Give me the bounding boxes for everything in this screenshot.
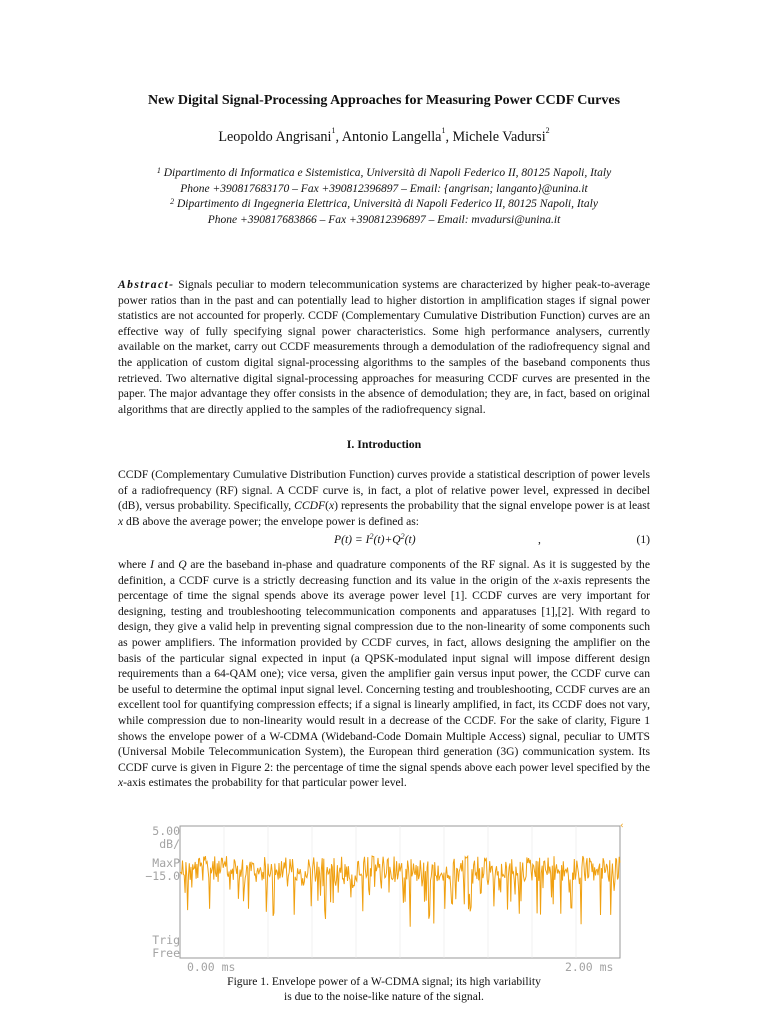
- affiliation-marker: 1: [331, 126, 336, 135]
- affiliation-1-line-2: Phone +390817683170 – Fax +390812396897 – Email: {angrisan; langanto}@unina.it: [180, 182, 588, 195]
- trigger-value: Free: [152, 946, 180, 960]
- reference-name: MaxP: [152, 856, 180, 870]
- caption-line-1: Figure 1. Envelope power of a W-CDMA signal; its high variability: [227, 975, 541, 988]
- equation-exponent: 2: [369, 532, 374, 541]
- marker-icon: ‹: [620, 821, 624, 831]
- affiliation-1-line-1: [0, 166, 768, 182]
- section-heading: I. Introduction: [346, 437, 422, 451]
- abstract-label: Abstract-: [118, 278, 175, 291]
- text-span: CCDF (Complementary Cumulative Distribution Function) curves provide a statistical description of power levels of a radiofrequency (RF) signal. A CCDF curve is, in fact, a plot of relative power level, expressed in decibel (dB), versus probability. Specifically,: [118, 468, 650, 513]
- affiliation-number: 1: [156, 166, 161, 175]
- affiliations: [0, 166, 768, 228]
- equation-rhs: (t): [404, 533, 416, 546]
- intro-paragraph-1: CCDF (Complementary Cumulative Distribution Function) curves provide a statistical description of power levels of a radiofrequency (RF) signal. A CCDF curve is, in fact, a plot of relative power level, expressed in decibel (dB), versus probability. Specifically, CCDF(x) represents the probability that the signal envelope power is at least x dB above the average power; the envelope power is defined as:: [118, 468, 650, 528]
- author-name: Antonio Langella: [341, 129, 442, 145]
- x-variable: x: [553, 573, 559, 587]
- ccdf-argument: x: [328, 499, 335, 513]
- author-list: Leopoldo Angrisani$^1$, Antonio Langella$^1$, Michele Vadursi$^2$: [218, 126, 550, 145]
- paper-title: New Digital Signal-Processing Approaches for Measuring Power CCDF Curves: [147, 93, 621, 108]
- x-variable: x: [118, 514, 124, 528]
- affiliation-marker: 2: [545, 126, 550, 135]
- trigger-name: Trig: [152, 933, 180, 947]
- text-span: represents the probability that the signal envelope power is at least: [337, 499, 650, 513]
- x-axis-end-label: 2.00 ms: [565, 960, 614, 974]
- reference-value: −15.0: [145, 869, 180, 883]
- figure-caption: [0, 974, 768, 1004]
- affiliation-text: Dipartimento di Ingegneria Elettrica, Università di Napoli Federico II, 80125 Napoli, Italy: [176, 198, 598, 210]
- equation-exponent: 2: [400, 532, 405, 541]
- affiliation-number: 2: [170, 197, 175, 206]
- equation-1: [118, 533, 650, 551]
- equation-middle: (t)+Q: [373, 533, 401, 546]
- text-span: and: [153, 558, 179, 571]
- text-span: -axis estimates the probability for that particular power level.: [123, 776, 407, 790]
- q-variable: Q: [178, 558, 187, 571]
- abstract-paragraph: [118, 277, 650, 417]
- equation-formula: [334, 533, 416, 546]
- text-span: where: [118, 558, 151, 571]
- abstract-text: Signals peculiar to modern telecommunication systems are characterized by higher peak-to-average power ratios than in the past and can potentially lead to higher distortion in amplification stages if signal power statistics are not accounted for properly. CCDF (Complementary Cumulative Distribution Function) curves are an effective way of fully specifying signal power characteristics. Some high performance analysers, currently available on the market, carry out CCDF measurements through a demodulation of the radiofrequency signal and the application of custom digital signal-processing algorithms to the samples of the baseband components thus retrieved. Two alternative digital signal-processing approaches for measuring CCDF curves are presented in the paper. The major advantage they offer consists in the absence of demodulation; they are, in fact, based on original algorithms that are directly applied to the samples of the radiofrequency signal.: [118, 278, 650, 416]
- affiliation-marker: 1: [441, 126, 446, 135]
- equation-lhs: P(t) = I: [334, 533, 370, 546]
- x-variable: x: [118, 776, 124, 790]
- affiliation-2-line-2: Phone +390817683866 – Fax +390812396897 – Email: mvadursi@unina.it: [207, 213, 561, 226]
- author-name: Leopoldo Angrisani: [218, 129, 332, 145]
- equation-number: (1): [636, 533, 650, 546]
- figure-1: [130, 816, 630, 976]
- ccdf-symbol: CCDF: [294, 499, 326, 513]
- i-variable: I: [150, 558, 154, 571]
- affiliation-2-line-1: [0, 197, 768, 213]
- text-span: are the baseband in-phase and quadrature components of the RF signal. As it is suggested by the definition, a CCDF curve is a strictly decreasing function and its value in the origin of the: [118, 558, 650, 587]
- author-name: Michele Vadursi: [452, 129, 546, 145]
- intro-paragraph-2: [118, 557, 650, 791]
- caption-line-2: is due to the noise-like nature of the signal.: [284, 990, 484, 1003]
- scale-unit: dB/: [159, 837, 180, 851]
- text-span: -axis represents the percentage of time the signal spends above its average power level [1]. CCDF curves are very important for designing, testing and troubleshooting telecommunication components and apparatuses [1],[2]. With regard to design, they give a valid help in preventing signal compression due to the non-linearity of some components such as power amplifiers. The information provided by CCDF curves, in fact, allows designing the amplifier on the basis of the particular signal expected in input (a QPSK-modulated input signal will impose different design requirements than a 64-QAM one); vice versa, given the amplifier gain versus input power, the CCDF curve can be useful to determine the optimal input signal level. Concerning testing and troubleshooting, CCDF curves are an excellent tool for quantifying compression effects; if a signal is linearly amplified, in fact, its CCDF does not vary, while compression due to non-linearity would result in a decrease of the CCDF. For the sake of clarity, Figure 1 shows the envelope power of a W-CDMA (Wideband-Code Domain Multiple Access) signal, peculiar to UMTS (Universal Mobile Telecommunication System), the European third generation (3G) communication system. Its CCDF curve is given in Figure 2: the percentage of time the signal spends above each power level specified by the: [118, 573, 650, 774]
- envelope-plot: [130, 816, 630, 966]
- scale-value: 5.00: [152, 824, 180, 838]
- equation-comma: ,: [538, 533, 541, 546]
- affiliation-text: Dipartimento di Informatica e Sistemistica, Università di Napoli Federico II, 80125 Napoli, Italy: [163, 167, 612, 179]
- x-axis-start-label: 0.00 ms: [187, 960, 236, 974]
- text-span: dB above the average power; the envelope power is defined as:: [123, 514, 420, 528]
